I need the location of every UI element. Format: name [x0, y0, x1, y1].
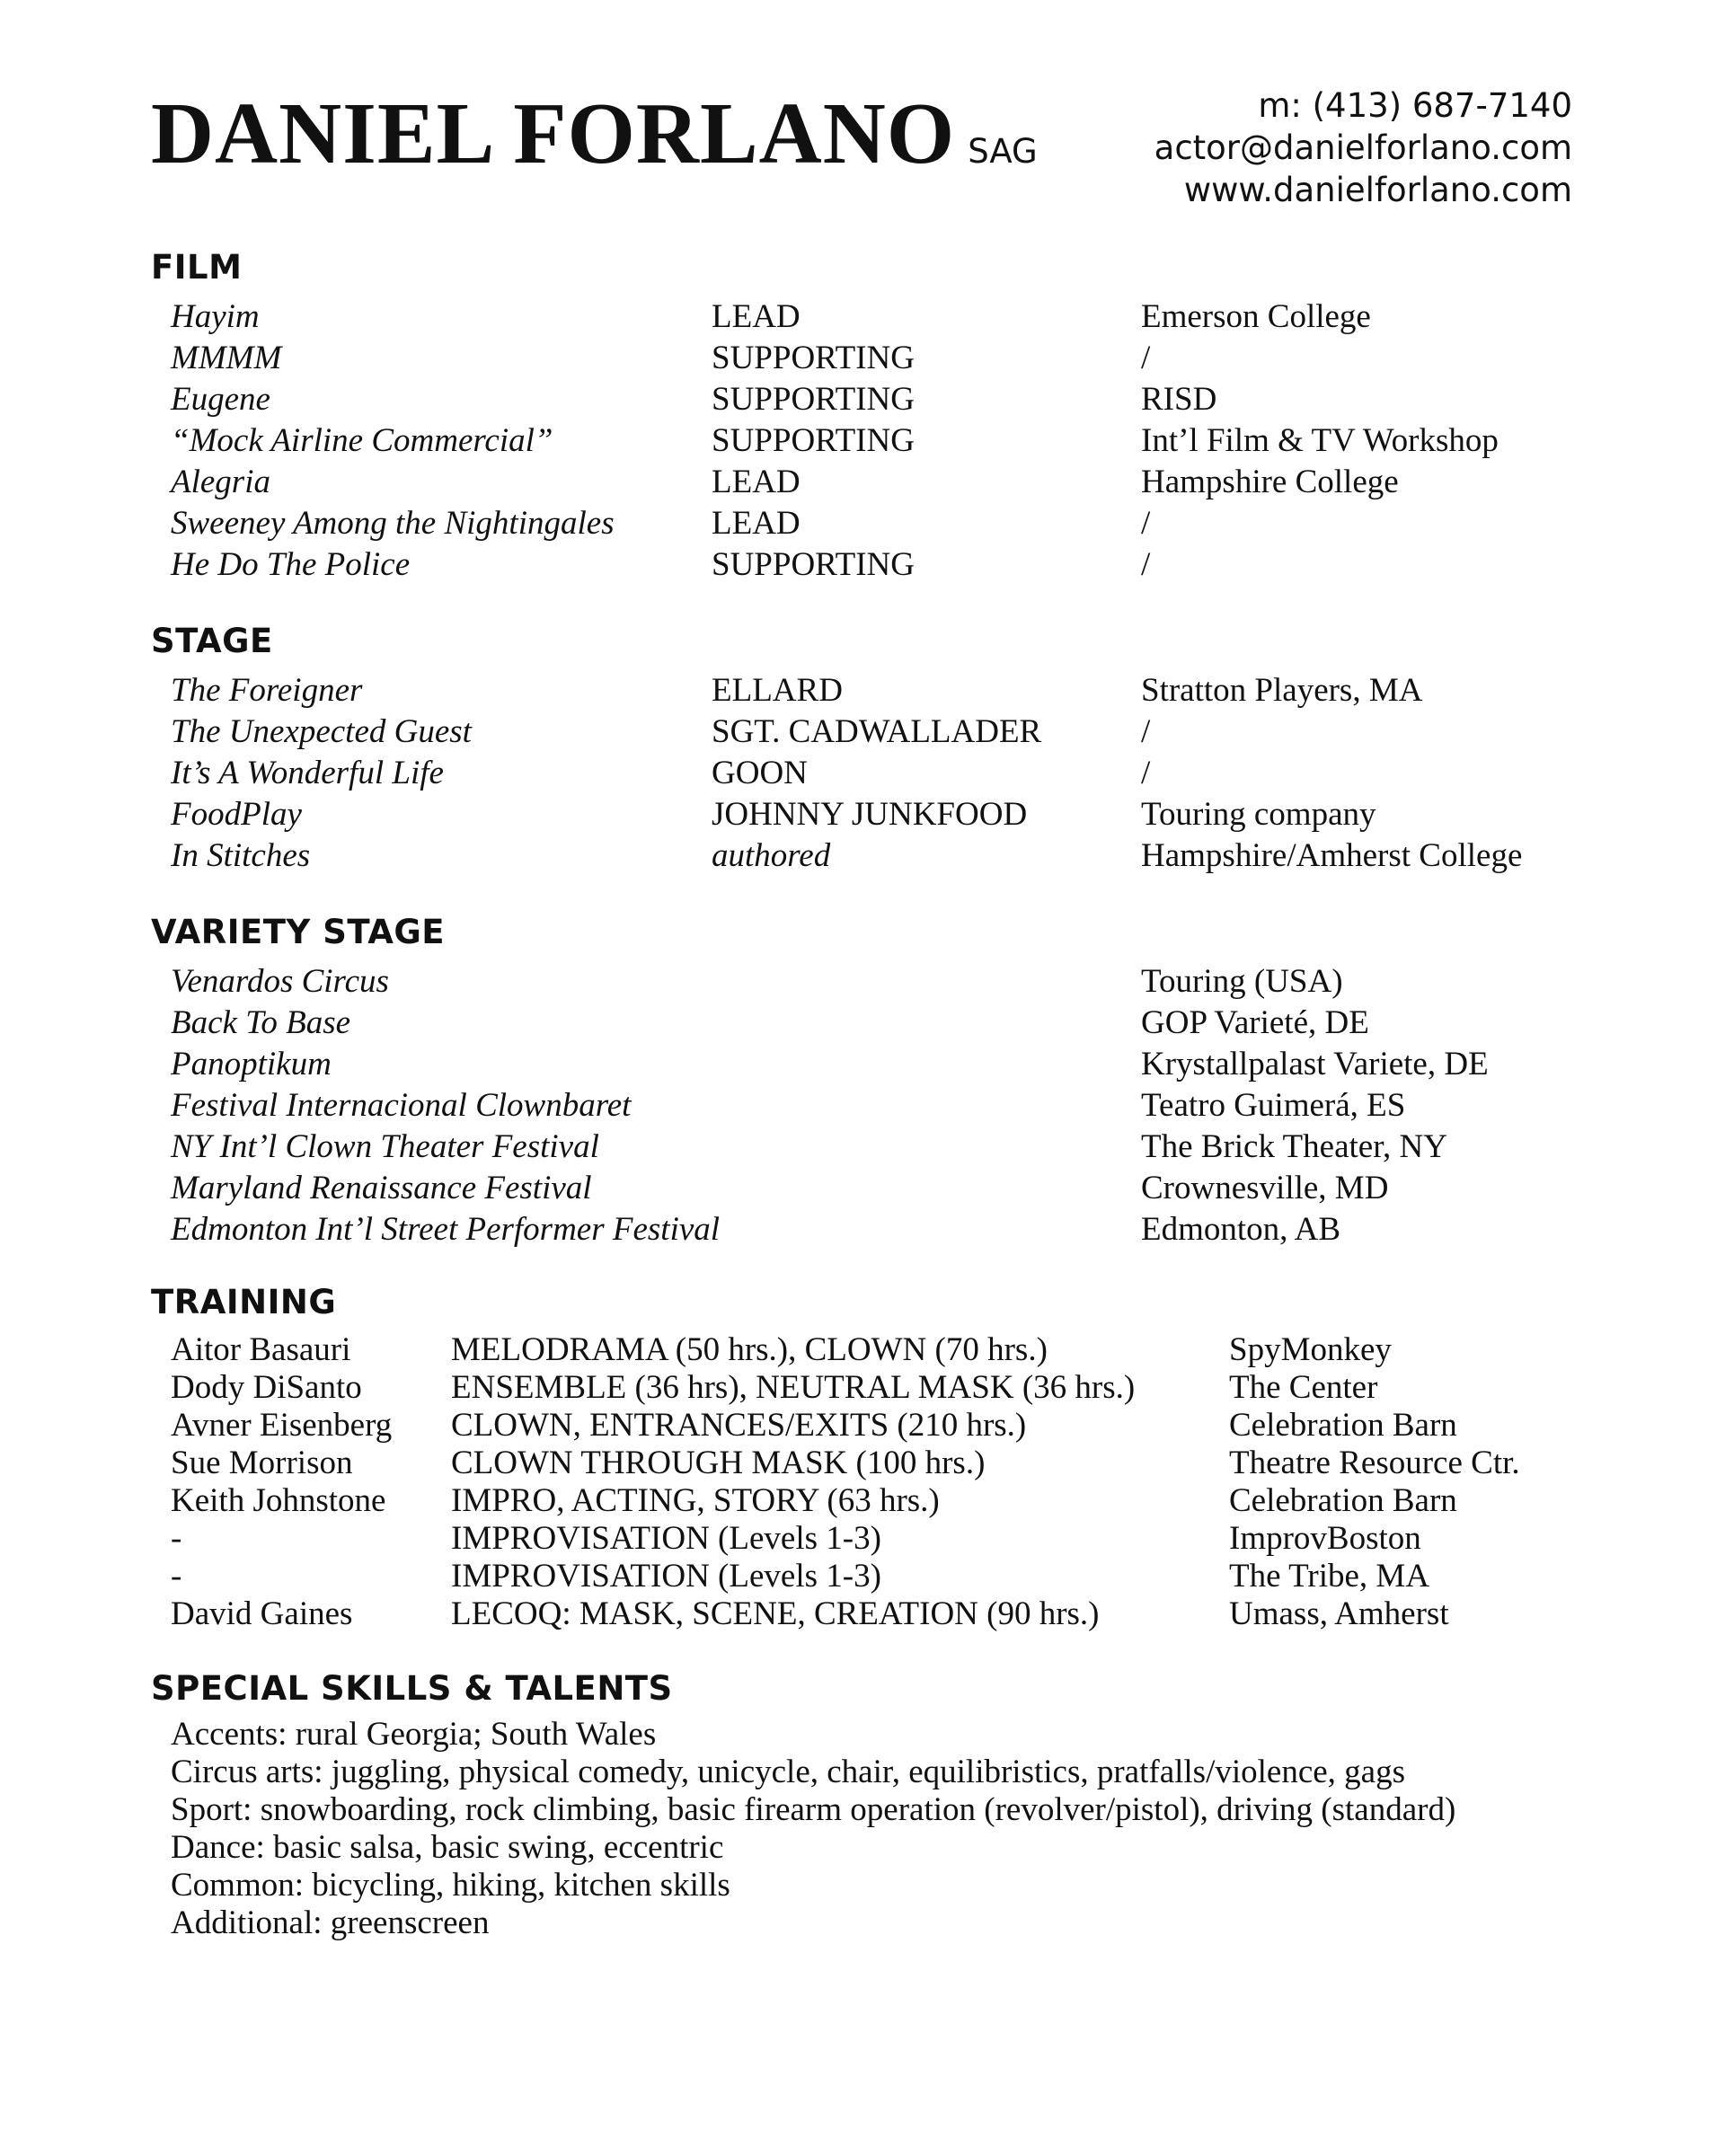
skill-text: Common: bicycling, hiking, kitchen skills [171, 1867, 730, 1904]
credit-title: He Do The Police [171, 546, 411, 583]
credit-title: Panoptikum [171, 1046, 332, 1082]
credit-venue: RISD [1141, 381, 1217, 418]
credit-venue: Crownesville, MD [1141, 1170, 1389, 1206]
training-row [151, 1558, 1588, 1595]
actor-name [151, 85, 1038, 181]
phone-number: m: (413) 687-7140 [1258, 86, 1572, 125]
credit-title: Eugene [171, 381, 270, 418]
credit-role: SUPPORTING [712, 381, 915, 418]
training-row [151, 1520, 1588, 1558]
credit-role: LEAD [712, 505, 801, 542]
credit-row [151, 296, 1588, 338]
training-row [151, 1369, 1588, 1407]
credit-title: FoodPlay [171, 796, 302, 833]
training-instructor: Aitor Basauri [171, 1331, 351, 1368]
credit-venue: Touring (USA) [1141, 963, 1343, 1000]
credit-title: It’s A Wonderful Life [171, 755, 444, 791]
section-heading: STAGE [151, 622, 273, 660]
stage-section [151, 622, 1588, 877]
credit-row [151, 462, 1588, 503]
training-venue: The Tribe, MA [1229, 1558, 1430, 1595]
training-instructor: Dody DiSanto [171, 1369, 362, 1406]
credit-venue: The Brick Theater, NY [1141, 1128, 1447, 1165]
skill-text: Sport: snowboarding, rock climbing, basic firearm operation (revolver/pistol), driving (standard) [171, 1791, 1456, 1828]
credit-title: NY Int’l Clown Theater Festival [171, 1128, 599, 1165]
credit-row [151, 711, 1588, 753]
credit-title: Maryland Renaissance Festival [171, 1170, 592, 1206]
credit-venue: Touring company [1141, 796, 1376, 833]
credit-row [151, 420, 1588, 462]
union-badge: SAG [968, 132, 1038, 171]
credit-venue: / [1141, 546, 1151, 583]
email-address: actor@danielforlano.com [1154, 128, 1572, 167]
skill-line [151, 1829, 1588, 1867]
training-venue: Celebration Barn [1229, 1482, 1457, 1519]
credit-row [151, 1044, 1588, 1085]
credit-role: ELLARD [712, 672, 843, 709]
credit-row [151, 1127, 1588, 1168]
training-venue: ImprovBoston [1229, 1520, 1421, 1557]
training-instructor: Sue Morrison [171, 1445, 353, 1481]
credit-row [151, 835, 1588, 877]
credit-venue: / [1141, 505, 1151, 542]
training-row [151, 1331, 1588, 1369]
credit-venue: / [1141, 713, 1151, 750]
credit-title: Alegria [171, 464, 270, 500]
training-class: IMPROVISATION (Levels 1-3) [451, 1558, 881, 1595]
credit-venue: / [1141, 340, 1151, 376]
training-venue: The Center [1229, 1369, 1378, 1406]
skill-text: Accents: rural Georgia; South Wales [171, 1716, 657, 1753]
credit-row [151, 794, 1588, 835]
credit-venue: Teatro Guimerá, ES [1141, 1087, 1406, 1124]
credit-venue: Int’l Film & TV Workshop [1141, 422, 1499, 459]
credit-venue: GOP Varieté, DE [1141, 1004, 1369, 1041]
training-instructor: - [171, 1520, 182, 1557]
credit-role: SUPPORTING [712, 546, 915, 583]
credit-role: authored [712, 837, 831, 874]
credit-title: Sweeney Among the Nightingales [171, 505, 615, 542]
name-text: DANIEL FORLANO [151, 85, 956, 181]
credit-title: Back To Base [171, 1004, 351, 1041]
credit-title: The Unexpected Guest [171, 713, 472, 750]
training-venue: Theatre Resource Ctr. [1229, 1445, 1520, 1481]
credit-title: Festival Internacional Clownbaret [171, 1087, 632, 1124]
credit-role: LEAD [712, 464, 801, 500]
credit-venue: Krystallpalast Variete, DE [1141, 1046, 1489, 1082]
credit-row [151, 1085, 1588, 1127]
credit-row [151, 379, 1588, 420]
training-venue: Celebration Barn [1229, 1407, 1457, 1444]
credit-row [151, 670, 1588, 711]
credit-title: Hayim [171, 298, 260, 335]
credit-venue: Edmonton, AB [1141, 1211, 1341, 1248]
special-skills-section [151, 1669, 1588, 1942]
film-section [151, 248, 1588, 586]
credit-role: JOHNNY JUNKFOOD [712, 796, 1028, 833]
training-section [151, 1283, 1588, 1633]
skill-line [151, 1904, 1588, 1942]
credit-row [151, 753, 1588, 794]
training-row [151, 1407, 1588, 1445]
credit-role: GOON [712, 755, 808, 791]
credit-row [151, 1209, 1588, 1250]
credit-venue: Hampshire College [1141, 464, 1399, 500]
skill-text: Additional: greenscreen [171, 1904, 490, 1941]
credit-role: SUPPORTING [712, 340, 915, 376]
training-venue: SpyMonkey [1229, 1331, 1392, 1368]
credit-row [151, 338, 1588, 379]
training-class: CLOWN THROUGH MASK (100 hrs.) [451, 1445, 986, 1481]
credit-venue: Emerson College [1141, 298, 1371, 335]
skill-line [151, 1791, 1588, 1829]
training-class: CLOWN, ENTRANCES/EXITS (210 hrs.) [451, 1407, 1027, 1444]
website-url: www.danielforlano.com [1183, 171, 1572, 209]
training-class: MELODRAMA (50 hrs.), CLOWN (70 hrs.) [451, 1331, 1048, 1368]
training-class: ENSEMBLE (36 hrs), NEUTRAL MASK (36 hrs.) [451, 1369, 1136, 1406]
training-row [151, 1445, 1588, 1482]
section-heading: SPECIAL SKILLS & TALENTS [151, 1669, 673, 1708]
training-class: IMPRO, ACTING, STORY (63 hrs.) [451, 1482, 940, 1519]
credit-venue: / [1141, 755, 1151, 791]
credit-row [151, 1003, 1588, 1044]
credit-venue: Stratton Players, MA [1141, 672, 1423, 709]
credit-title: Venardos Circus [171, 963, 389, 1000]
contact-block [1154, 84, 1572, 211]
training-class: IMPROVISATION (Levels 1-3) [451, 1520, 881, 1557]
section-heading: VARIETY STAGE [151, 913, 445, 951]
skill-text: Circus arts: juggling, physical comedy, unicycle, chair, equilibristics, pratfalls/violence, gags [171, 1754, 1406, 1790]
skill-line [151, 1716, 1588, 1754]
variety-stage-section [151, 913, 1588, 1250]
training-instructor: David Gaines [171, 1595, 353, 1632]
skill-line [151, 1867, 1588, 1904]
credit-row [151, 503, 1588, 544]
credit-title: MMMM [171, 340, 282, 376]
credit-title: The Foreigner [171, 672, 363, 709]
credit-venue: Hampshire/Amherst College [1141, 837, 1523, 874]
credit-role: LEAD [712, 298, 801, 335]
credit-row [151, 961, 1588, 1003]
skill-text: Dance: basic salsa, basic swing, eccentric [171, 1829, 724, 1866]
training-class: LECOQ: MASK, SCENE, CREATION (90 hrs.) [451, 1595, 1100, 1632]
training-row [151, 1595, 1588, 1633]
credit-role: SGT. CADWALLADER [712, 713, 1042, 750]
credit-row [151, 544, 1588, 586]
credit-row [151, 1168, 1588, 1209]
credit-title: In Stitches [171, 837, 311, 874]
training-instructor: Avner Eisenberg [171, 1407, 393, 1444]
training-instructor: Keith Johnstone [171, 1482, 386, 1519]
section-heading: FILM [151, 248, 243, 287]
skill-line [151, 1754, 1588, 1791]
credit-title: Edmonton Int’l Street Performer Festival [171, 1211, 721, 1248]
training-venue: Umass, Amherst [1229, 1595, 1449, 1632]
credit-role: SUPPORTING [712, 422, 915, 459]
section-heading: TRAINING [151, 1283, 337, 1321]
credit-title: “Mock Airline Commercial” [171, 422, 553, 459]
training-instructor: - [171, 1558, 182, 1595]
training-row [151, 1482, 1588, 1520]
